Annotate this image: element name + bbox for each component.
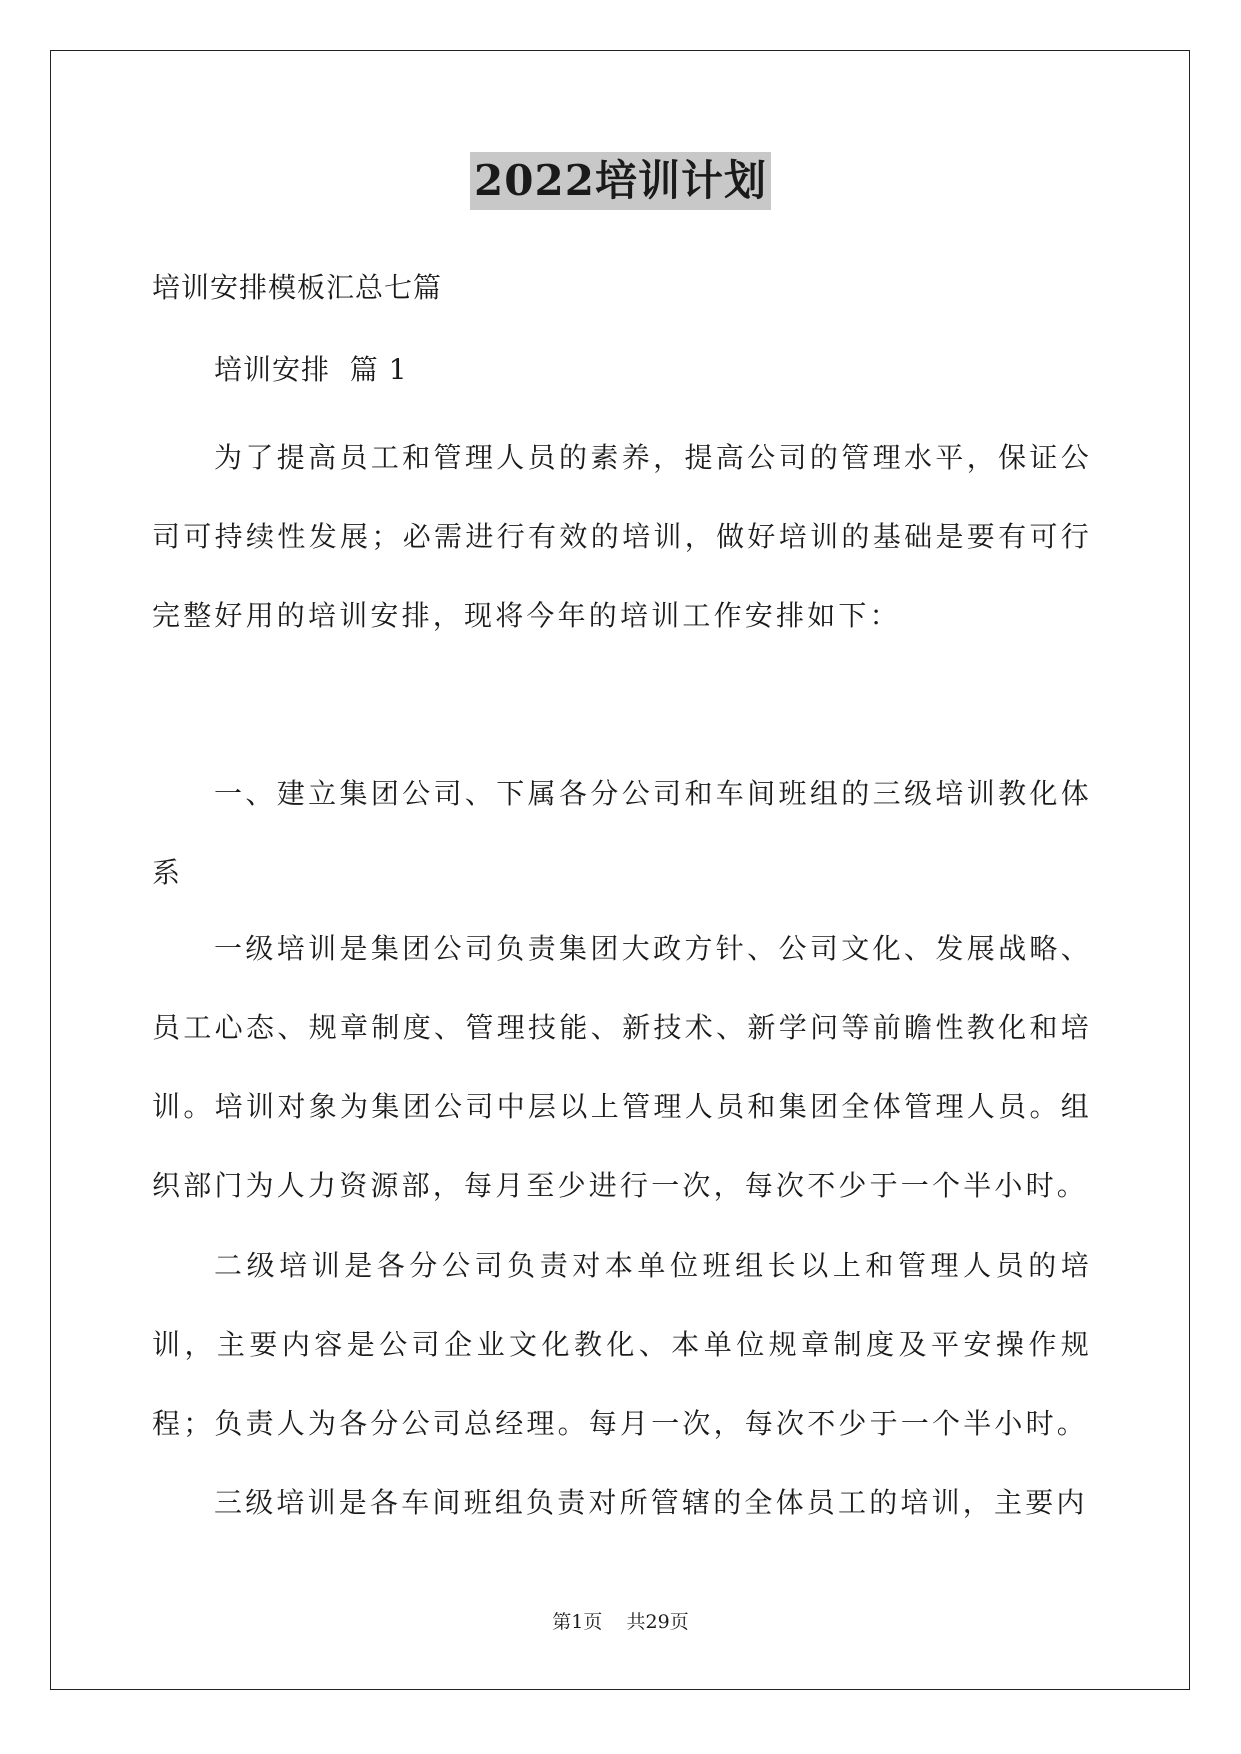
paragraph-level-two: 二级培训是各分公司负责对本单位班组长以上和管理人员的培训，主要内容是公司企业文化教化、本单位规章制度及平安操作规程；负责人为各分公司总经理。每月一次，每次不少于一个半小时。 <box>152 1249 1092 1440</box>
paragraph-level-three: 三级培训是各车间班组负责对所管辖的全体员工的培训，主要内 <box>214 1486 1088 1519</box>
section-heading: 培训安排 篇 1 <box>214 353 408 386</box>
title-container <box>0 152 1241 210</box>
page-footer <box>0 1610 1241 1634</box>
paragraph-system: 一、建立集团公司、下属各分公司和车间班组的三级培训教化体系 <box>152 777 1092 889</box>
paragraph-level-one: 一级培训是集团公司负责集团大政方针、公司文化、发展战略、员工心态、规章制度、管理技能、新技术、新学问等前瞻性教化和培训。培训对象为集团公司中层以上管理人员和集团全体管理人员。组织部门为人力资源部，每月至少进行一次，每次不少于一个半小时。 <box>152 932 1092 1202</box>
document-subtitle: 培训安排模板汇总七篇 <box>152 271 443 304</box>
page-number: 第1页 共29页 <box>552 1611 689 1633</box>
document-title: 2022培训计划 <box>470 152 771 210</box>
paragraph-intro: 为了提高员工和管理人员的素养，提高公司的管理水平，保证公司可持续性发展；必需进行有效的培训，做好培训的基础是要有可行完整好用的培训安排，现将今年的培训工作安排如下： <box>152 441 1092 632</box>
